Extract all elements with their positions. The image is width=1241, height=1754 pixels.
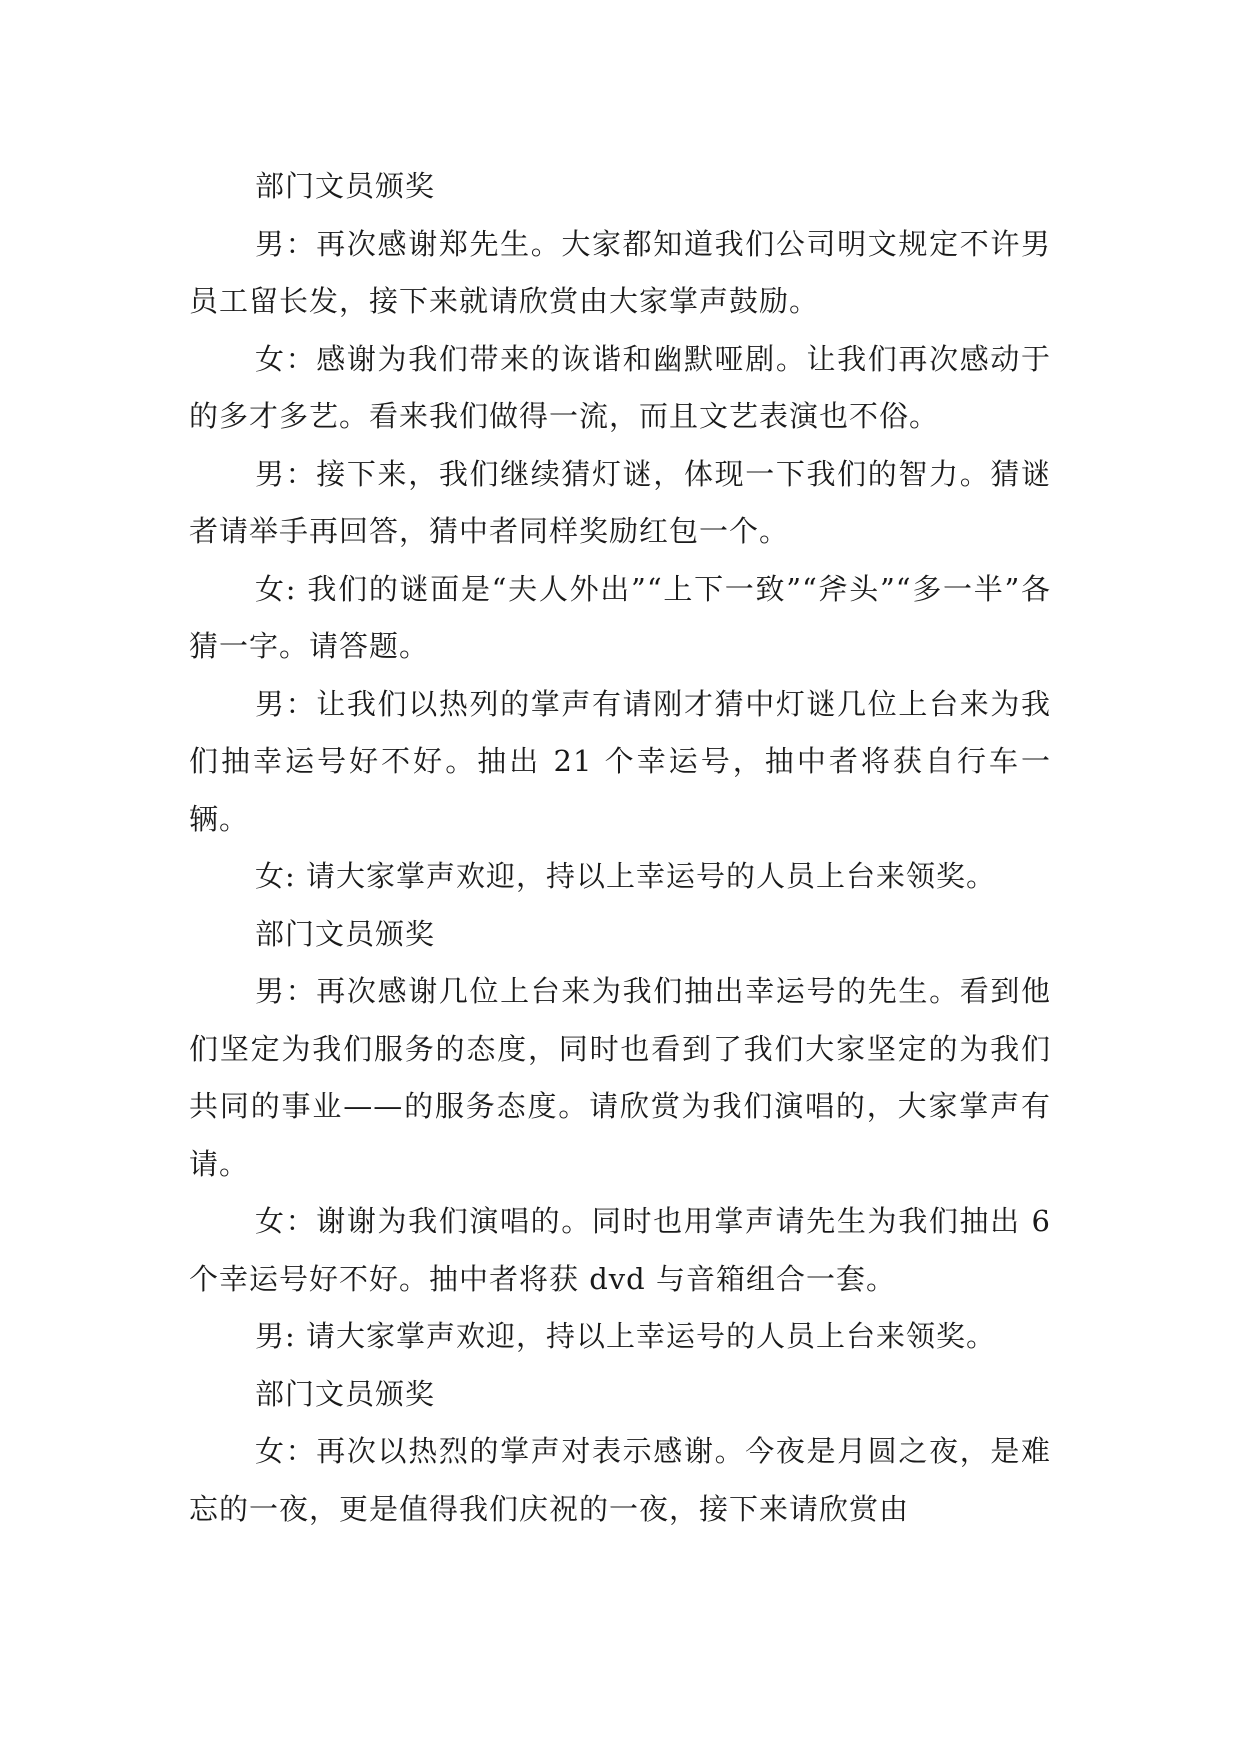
document-body	[189, 158, 1051, 1538]
paragraph-female-riddle-questions: 女: 我们的谜面是“夫人外出”“上下一致”“斧头”“多一半”各猜一字。请答题。	[189, 571, 1051, 663]
paragraph-award-heading-3: 部门文员颁奖	[255, 1376, 436, 1411]
paragraph-award-heading-2: 部门文员颁奖	[255, 916, 436, 951]
paragraph-female-welcome-winners: 女: 请大家掌声欢迎，持以上幸运号的人员上台来领奖。	[255, 859, 996, 893]
paragraph-female-lucky-draw-dvd: 女：谢谢为我们演唱的。同时也用掌声请先生为我们抽出 6 个幸运号好不好。抽中者将获 dvd 与音箱组合一套。	[189, 1204, 1051, 1296]
paragraph-male-welcome-winners: 男: 请大家掌声欢迎，持以上幸运号的人员上台来领奖。	[255, 1319, 996, 1353]
paragraph-male-riddles: 男：接下来，我们继续猜灯谜，体现一下我们的智力。猜谜者请举手再回答，猜中者同样奖励红包一个。	[189, 456, 1051, 548]
paragraph-male-thanks-drawers: 男：再次感谢几位上台来为我们抽出幸运号的先生。看到他们坚定为我们服务的态度，同时也看到了我们大家坚定的为我们共同的事业——的服务态度。请欣赏为我们演唱的，大家掌声有请。	[189, 974, 1051, 1181]
paragraph-female-full-moon-night: 女：再次以热烈的掌声对表示感谢。今夜是月圆之夜，是难忘的一夜，更是值得我们庆祝的一夜，接下来请欣赏由	[189, 1434, 1051, 1526]
paragraph-female-mime-thanks: 女：感谢为我们带来的诙谐和幽默哑剧。让我们再次感动于的多才多艺。看来我们做得一流，而且文艺表演也不俗。	[189, 341, 1051, 433]
paragraph-award-heading-1: 部门文员颁奖	[255, 169, 436, 203]
paragraph-male-thanks-zheng: 男：再次感谢郑先生。大家都知道我们公司明文规定不许男员工留长发，接下来就请欣赏由大家掌声鼓励。	[189, 226, 1051, 318]
paragraph-male-lucky-draw-bicycle: 男：让我们以热列的掌声有请刚才猜中灯谜几位上台来为我们抽幸运号好不好。抽出 21 个幸运号，抽中者将获自行车一辆。	[189, 686, 1051, 836]
